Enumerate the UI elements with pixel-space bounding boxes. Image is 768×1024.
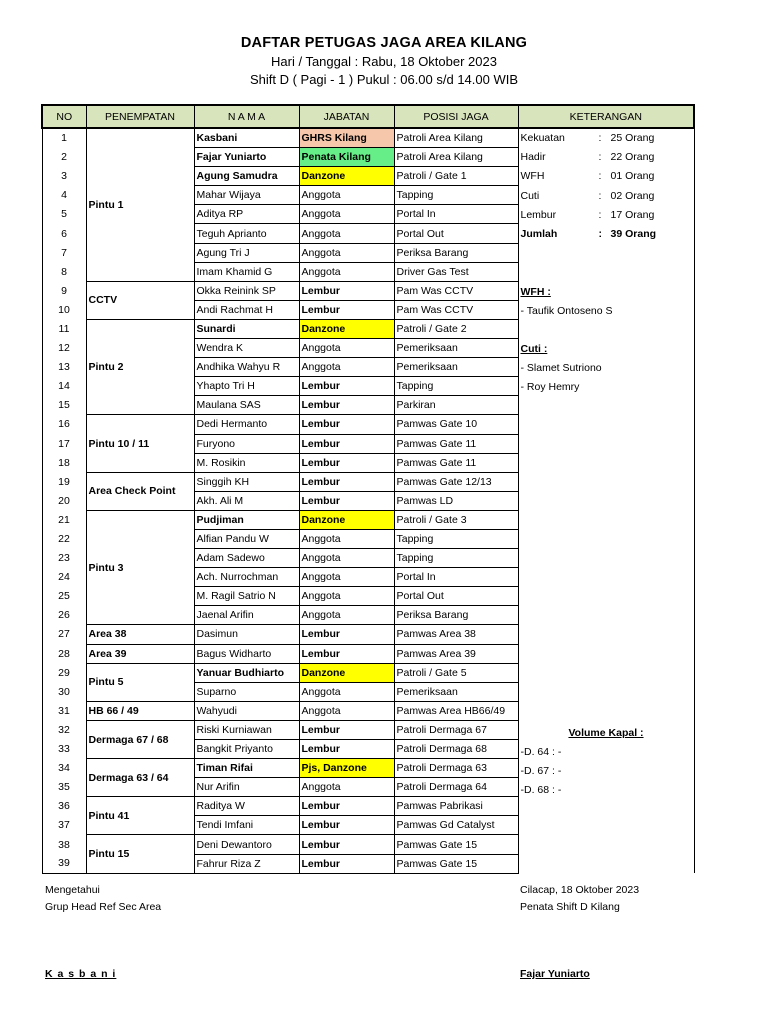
guard-post-cell: Driver Gas Test bbox=[394, 262, 518, 281]
position-cell: Anggota bbox=[299, 568, 394, 587]
guard-post-cell: Pemeriksaan bbox=[394, 682, 518, 701]
row-number: 26 bbox=[42, 606, 86, 625]
placement-cell: Dermaga 63 / 64 bbox=[86, 759, 194, 797]
position-cell: Anggota bbox=[299, 682, 394, 701]
name-cell: Mahar Wijaya bbox=[194, 186, 299, 205]
row-number: 27 bbox=[42, 625, 86, 644]
guard-post-cell: Patroli Dermaga 64 bbox=[394, 778, 518, 797]
header-penempatan: PENEMPATAN bbox=[86, 105, 194, 128]
position-cell: Anggota bbox=[299, 778, 394, 797]
placement-cell: Pintu 3 bbox=[86, 510, 194, 625]
row-number: 37 bbox=[42, 816, 86, 835]
spacer bbox=[521, 705, 692, 724]
placement-cell: Pintu 2 bbox=[86, 319, 194, 414]
row-number: 2 bbox=[42, 148, 86, 167]
position-cell: Lembur bbox=[299, 835, 394, 854]
summary-label: Jumlah bbox=[520, 227, 558, 240]
row-number: 35 bbox=[42, 778, 86, 797]
roster-body bbox=[42, 128, 694, 873]
position-cell: Lembur bbox=[299, 396, 394, 415]
summary-separator: : bbox=[598, 132, 602, 144]
position-cell: Anggota bbox=[299, 262, 394, 281]
summary-value: 01 Orang bbox=[610, 170, 655, 183]
guard-post-cell: Patroli Area Kilang bbox=[394, 148, 518, 167]
name-cell: Adam Sadewo bbox=[194, 549, 299, 568]
spacer bbox=[521, 474, 692, 493]
placement-cell: Area 39 bbox=[86, 644, 194, 663]
name-cell: Bagus Widharto bbox=[194, 644, 299, 663]
position-cell: Anggota bbox=[299, 549, 394, 568]
header-no: NO bbox=[42, 105, 86, 128]
guard-post-cell: Periksa Barang bbox=[394, 606, 518, 625]
name-cell: Tendi Imfani bbox=[194, 816, 299, 835]
row-number: 36 bbox=[42, 797, 86, 816]
placement-cell: Area 38 bbox=[86, 625, 194, 644]
summary-label: WFH bbox=[520, 170, 545, 183]
guard-post-cell: Periksa Barang bbox=[394, 243, 518, 262]
name-cell: Dedi Hermanto bbox=[194, 415, 299, 434]
document-header bbox=[0, 33, 768, 89]
spacer bbox=[521, 590, 692, 609]
cuti-heading bbox=[521, 340, 692, 359]
position-cell: Lembur bbox=[299, 472, 394, 491]
acknowledged-label: Mengetahui bbox=[45, 884, 100, 896]
guard-post-cell: Tapping bbox=[394, 529, 518, 548]
guard-post-cell: Patroli Dermaga 67 bbox=[394, 720, 518, 739]
position-cell: Lembur bbox=[299, 434, 394, 453]
name-cell: Maulana SAS bbox=[194, 396, 299, 415]
row-number: 25 bbox=[42, 587, 86, 606]
name-cell: Bangkit Priyanto bbox=[194, 740, 299, 759]
spacer bbox=[521, 513, 692, 532]
volume-item: -D. 67 : - bbox=[520, 765, 562, 778]
row-number: 8 bbox=[42, 262, 86, 281]
spacer bbox=[521, 647, 692, 666]
spacer bbox=[521, 455, 692, 474]
summary-label: Cuti bbox=[520, 189, 540, 202]
placement-cell: HB 66 / 49 bbox=[86, 701, 194, 720]
cuti-item bbox=[521, 359, 692, 378]
position-cell: Anggota bbox=[299, 606, 394, 625]
guard-post-cell: Pamwas Area 39 bbox=[394, 644, 518, 663]
position-cell: Lembur bbox=[299, 816, 394, 835]
row-number: 23 bbox=[42, 549, 86, 568]
name-cell: Singgih KH bbox=[194, 472, 299, 491]
right-signer-name: Fajar Yuniarto bbox=[520, 968, 590, 980]
position-cell: Anggota bbox=[299, 587, 394, 606]
table-header-row bbox=[42, 105, 694, 128]
position-cell: Lembur bbox=[299, 854, 394, 873]
guard-post-cell: Pamwas Gate 10 bbox=[394, 415, 518, 434]
summary-value: 17 Orang bbox=[610, 208, 655, 221]
guard-post-cell: Tapping bbox=[394, 186, 518, 205]
date-line: Hari / Tanggal : Rabu, 18 Oktober 2023 bbox=[271, 54, 497, 69]
guard-post-cell: Pamwas Area HB66/49 bbox=[394, 701, 518, 720]
guard-post-cell: Portal In bbox=[394, 205, 518, 224]
position-cell: Anggota bbox=[299, 358, 394, 377]
guard-post-cell: Portal Out bbox=[394, 224, 518, 243]
volume-kapal-title: Volume Kapal : bbox=[568, 726, 644, 739]
name-cell: Aditya RP bbox=[194, 205, 299, 224]
summary-value: 25 Orang bbox=[610, 132, 655, 144]
name-cell: Fajar Yuniarto bbox=[194, 148, 299, 167]
guard-post-cell: Pemeriksaan bbox=[394, 339, 518, 358]
row-number: 12 bbox=[42, 339, 86, 358]
placement-cell: Pintu 5 bbox=[86, 663, 194, 701]
position-cell: Lembur bbox=[299, 415, 394, 434]
row-number: 5 bbox=[42, 205, 86, 224]
summary-label: Hadir bbox=[520, 151, 546, 164]
header-jabatan: JABATAN bbox=[299, 105, 394, 128]
guard-post-cell: Pamwas Gate 15 bbox=[394, 835, 518, 854]
document-title: DAFTAR PETUGAS JAGA AREA KILANG bbox=[240, 35, 528, 51]
wfh-title: WFH : bbox=[520, 285, 551, 298]
name-cell: Andhika Wahyu R bbox=[194, 358, 299, 377]
place-date-label: Cilacap, 18 Oktober 2023 bbox=[520, 884, 640, 896]
spacer bbox=[521, 532, 692, 551]
summary-line bbox=[521, 187, 692, 206]
placement-cell: CCTV bbox=[86, 281, 194, 319]
row-number: 28 bbox=[42, 644, 86, 663]
row-number: 3 bbox=[42, 167, 86, 186]
name-cell: Ach. Nurrochman bbox=[194, 568, 299, 587]
name-cell: Sunardi bbox=[194, 319, 299, 338]
row-number: 21 bbox=[42, 510, 86, 529]
guard-post-cell: Pam Was CCTV bbox=[394, 281, 518, 300]
row-number: 33 bbox=[42, 740, 86, 759]
spacer bbox=[521, 494, 692, 513]
name-cell: Yanuar Budhiarto bbox=[194, 663, 299, 682]
position-cell: Anggota bbox=[299, 186, 394, 205]
guard-post-cell: Pamwas Gate 12/13 bbox=[394, 472, 518, 491]
guard-post-cell: Pamwas Area 38 bbox=[394, 625, 518, 644]
position-cell: Lembur bbox=[299, 453, 394, 472]
position-cell: Anggota bbox=[299, 205, 394, 224]
row-number: 38 bbox=[42, 835, 86, 854]
position-cell: Danzone bbox=[299, 319, 394, 338]
name-cell: Kasbani bbox=[194, 128, 299, 148]
cuti-person: - Roy Hemry bbox=[520, 381, 580, 394]
position-cell: Anggota bbox=[299, 701, 394, 720]
wfh-item bbox=[521, 302, 692, 321]
summary-line bbox=[521, 206, 692, 225]
guard-post-cell: Pamwas Gate 11 bbox=[394, 453, 518, 472]
duty-roster-table bbox=[41, 104, 695, 874]
name-cell: Agung Tri J bbox=[194, 243, 299, 262]
position-cell: Anggota bbox=[299, 243, 394, 262]
guard-post-cell: Parkiran bbox=[394, 396, 518, 415]
guard-post-cell: Tapping bbox=[394, 549, 518, 568]
row-number: 1 bbox=[42, 128, 86, 148]
name-cell: Jaenal Arifin bbox=[194, 606, 299, 625]
volume-item: -D. 68 : - bbox=[520, 784, 562, 797]
name-cell: Riski Kurniawan bbox=[194, 720, 299, 739]
name-cell: Andi Rachmat H bbox=[194, 300, 299, 319]
placement-cell: Pintu 41 bbox=[86, 797, 194, 835]
guard-post-cell: Patroli / Gate 1 bbox=[394, 167, 518, 186]
summary-separator: : bbox=[598, 189, 602, 202]
cuti-title: Cuti : bbox=[520, 343, 548, 356]
row-number: 39 bbox=[42, 854, 86, 873]
row-number: 17 bbox=[42, 434, 86, 453]
name-cell: Pudjiman bbox=[194, 510, 299, 529]
position-cell: Danzone bbox=[299, 167, 394, 186]
name-cell: Timan Rifai bbox=[194, 759, 299, 778]
row-number: 20 bbox=[42, 491, 86, 510]
row-number: 11 bbox=[42, 319, 86, 338]
keterangan-cell bbox=[518, 128, 694, 873]
guard-post-cell: Pemeriksaan bbox=[394, 358, 518, 377]
volume-item: -D. 64 : - bbox=[520, 746, 562, 758]
name-cell: Imam Khamid G bbox=[194, 262, 299, 281]
position-cell: Danzone bbox=[299, 663, 394, 682]
row-number: 19 bbox=[42, 472, 86, 491]
guard-post-cell: Patroli / Gate 5 bbox=[394, 663, 518, 682]
table-row bbox=[42, 128, 694, 148]
name-cell: Yhapto Tri H bbox=[194, 377, 299, 396]
summary-line bbox=[521, 129, 692, 148]
guard-post-cell: Patroli / Gate 3 bbox=[394, 510, 518, 529]
guard-post-cell: Patroli Area Kilang bbox=[394, 128, 518, 148]
name-cell: Wendra K bbox=[194, 339, 299, 358]
name-cell: Akh. Ali M bbox=[194, 491, 299, 510]
row-number: 9 bbox=[42, 281, 86, 300]
guard-post-cell: Patroli Dermaga 68 bbox=[394, 740, 518, 759]
spacer bbox=[521, 609, 692, 628]
name-cell: Fahrur Riza Z bbox=[194, 854, 299, 873]
name-cell: Nur Arifin bbox=[194, 778, 299, 797]
guard-post-cell: Pamwas LD bbox=[394, 491, 518, 510]
signature-right bbox=[520, 882, 639, 916]
row-number: 7 bbox=[42, 243, 86, 262]
volume-heading bbox=[521, 724, 692, 743]
summary-label: Lembur bbox=[520, 208, 557, 221]
row-number: 34 bbox=[42, 759, 86, 778]
row-number: 22 bbox=[42, 529, 86, 548]
spacer bbox=[521, 436, 692, 455]
placement-cell: Pintu 15 bbox=[86, 835, 194, 873]
position-cell: Lembur bbox=[299, 797, 394, 816]
spacer bbox=[521, 321, 692, 340]
volume-line bbox=[521, 743, 692, 762]
position-cell: Lembur bbox=[299, 740, 394, 759]
spacer bbox=[521, 685, 692, 704]
position-cell: Anggota bbox=[299, 339, 394, 358]
row-number: 32 bbox=[42, 720, 86, 739]
name-cell: M. Ragil Satrio N bbox=[194, 587, 299, 606]
position-cell: Lembur bbox=[299, 491, 394, 510]
position-cell: Danzone bbox=[299, 510, 394, 529]
guard-post-cell: Portal Out bbox=[394, 587, 518, 606]
row-number: 31 bbox=[42, 701, 86, 720]
summary-separator: : bbox=[598, 227, 602, 240]
guard-post-cell: Pam Was CCTV bbox=[394, 300, 518, 319]
placement-cell: Area Check Point bbox=[86, 472, 194, 510]
guard-post-cell: Pamwas Pabrikasi bbox=[394, 797, 518, 816]
name-cell: Agung Samudra bbox=[194, 167, 299, 186]
name-cell: Suparno bbox=[194, 682, 299, 701]
guard-post-cell: Pamwas Gd Catalyst bbox=[394, 816, 518, 835]
position-cell: Anggota bbox=[299, 224, 394, 243]
row-number: 13 bbox=[42, 358, 86, 377]
position-cell: Lembur bbox=[299, 281, 394, 300]
left-signer-name: K a s b a n i bbox=[45, 968, 117, 980]
summary-value: 22 Orang bbox=[610, 151, 655, 164]
name-cell: Wahyudi bbox=[194, 701, 299, 720]
header-keterangan: KETERANGAN bbox=[518, 105, 694, 128]
name-cell: Raditya W bbox=[194, 797, 299, 816]
left-signer-title: Grup Head Ref Sec Area bbox=[45, 901, 162, 913]
position-cell: Lembur bbox=[299, 720, 394, 739]
position-cell: Lembur bbox=[299, 625, 394, 644]
spacer bbox=[521, 666, 692, 685]
spacer bbox=[521, 628, 692, 647]
row-number: 30 bbox=[42, 682, 86, 701]
spacer bbox=[521, 398, 692, 417]
placement-cell: Pintu 1 bbox=[86, 128, 194, 281]
summary-value: 02 Orang bbox=[610, 189, 655, 202]
guard-post-cell: Tapping bbox=[394, 377, 518, 396]
row-number: 6 bbox=[42, 224, 86, 243]
guard-post-cell: Pamwas Gate 15 bbox=[394, 854, 518, 873]
volume-line bbox=[521, 781, 692, 800]
name-cell: Okka Reinink SP bbox=[194, 281, 299, 300]
guard-post-cell: Portal In bbox=[394, 568, 518, 587]
shift-line: Shift D ( Pagi - 1 ) Pukul : 06.00 s/d 14.00 WIB bbox=[249, 72, 519, 87]
spacer bbox=[521, 570, 692, 589]
position-cell: Lembur bbox=[299, 644, 394, 663]
position-cell: Pjs, Danzone bbox=[299, 759, 394, 778]
name-cell: Teguh Aprianto bbox=[194, 224, 299, 243]
wfh-person: - Taufik Ontoseno S bbox=[520, 304, 613, 317]
name-cell: M. Rosikin bbox=[194, 453, 299, 472]
header-posisi-jaga: POSISI JAGA bbox=[394, 105, 518, 128]
wfh-heading bbox=[521, 283, 692, 302]
summary-separator: : bbox=[598, 208, 602, 221]
guard-post-cell: Pamwas Gate 11 bbox=[394, 434, 518, 453]
spacer bbox=[521, 244, 692, 263]
summary-line bbox=[521, 225, 692, 244]
row-number: 15 bbox=[42, 396, 86, 415]
position-cell: Penata Kilang bbox=[299, 148, 394, 167]
name-cell: Deni Dewantoro bbox=[194, 835, 299, 854]
summary-value: 39 Orang bbox=[610, 227, 657, 240]
name-cell: Dasimun bbox=[194, 625, 299, 644]
row-number: 10 bbox=[42, 300, 86, 319]
spacer bbox=[521, 263, 692, 282]
summary-label: Kekuatan bbox=[520, 132, 565, 144]
placement-cell: Pintu 10 / 11 bbox=[86, 415, 194, 472]
header-nama: N A M A bbox=[194, 105, 299, 128]
signature-left bbox=[45, 882, 161, 916]
guard-post-cell: Patroli / Gate 2 bbox=[394, 319, 518, 338]
guard-post-cell: Patroli Dermaga 63 bbox=[394, 759, 518, 778]
name-cell: Alfian Pandu W bbox=[194, 529, 299, 548]
position-cell: Lembur bbox=[299, 300, 394, 319]
spacer bbox=[521, 417, 692, 436]
summary-separator: : bbox=[598, 170, 602, 183]
name-cell: Furyono bbox=[194, 434, 299, 453]
row-number: 16 bbox=[42, 415, 86, 434]
volume-line bbox=[521, 762, 692, 781]
summary-line bbox=[521, 148, 692, 167]
cuti-item bbox=[521, 378, 692, 397]
spacer bbox=[521, 551, 692, 570]
cuti-person: - Slamet Sutriono bbox=[520, 362, 602, 375]
right-signer-title: Penata Shift D Kilang bbox=[520, 901, 620, 913]
summary-line bbox=[521, 167, 692, 186]
placement-cell: Dermaga 67 / 68 bbox=[86, 720, 194, 758]
row-number: 4 bbox=[42, 186, 86, 205]
summary-separator: : bbox=[598, 151, 602, 164]
row-number: 18 bbox=[42, 453, 86, 472]
row-number: 29 bbox=[42, 663, 86, 682]
position-cell: Lembur bbox=[299, 377, 394, 396]
position-cell: Anggota bbox=[299, 529, 394, 548]
position-cell: GHRS Kilang bbox=[299, 128, 394, 148]
row-number: 24 bbox=[42, 568, 86, 587]
row-number: 14 bbox=[42, 377, 86, 396]
